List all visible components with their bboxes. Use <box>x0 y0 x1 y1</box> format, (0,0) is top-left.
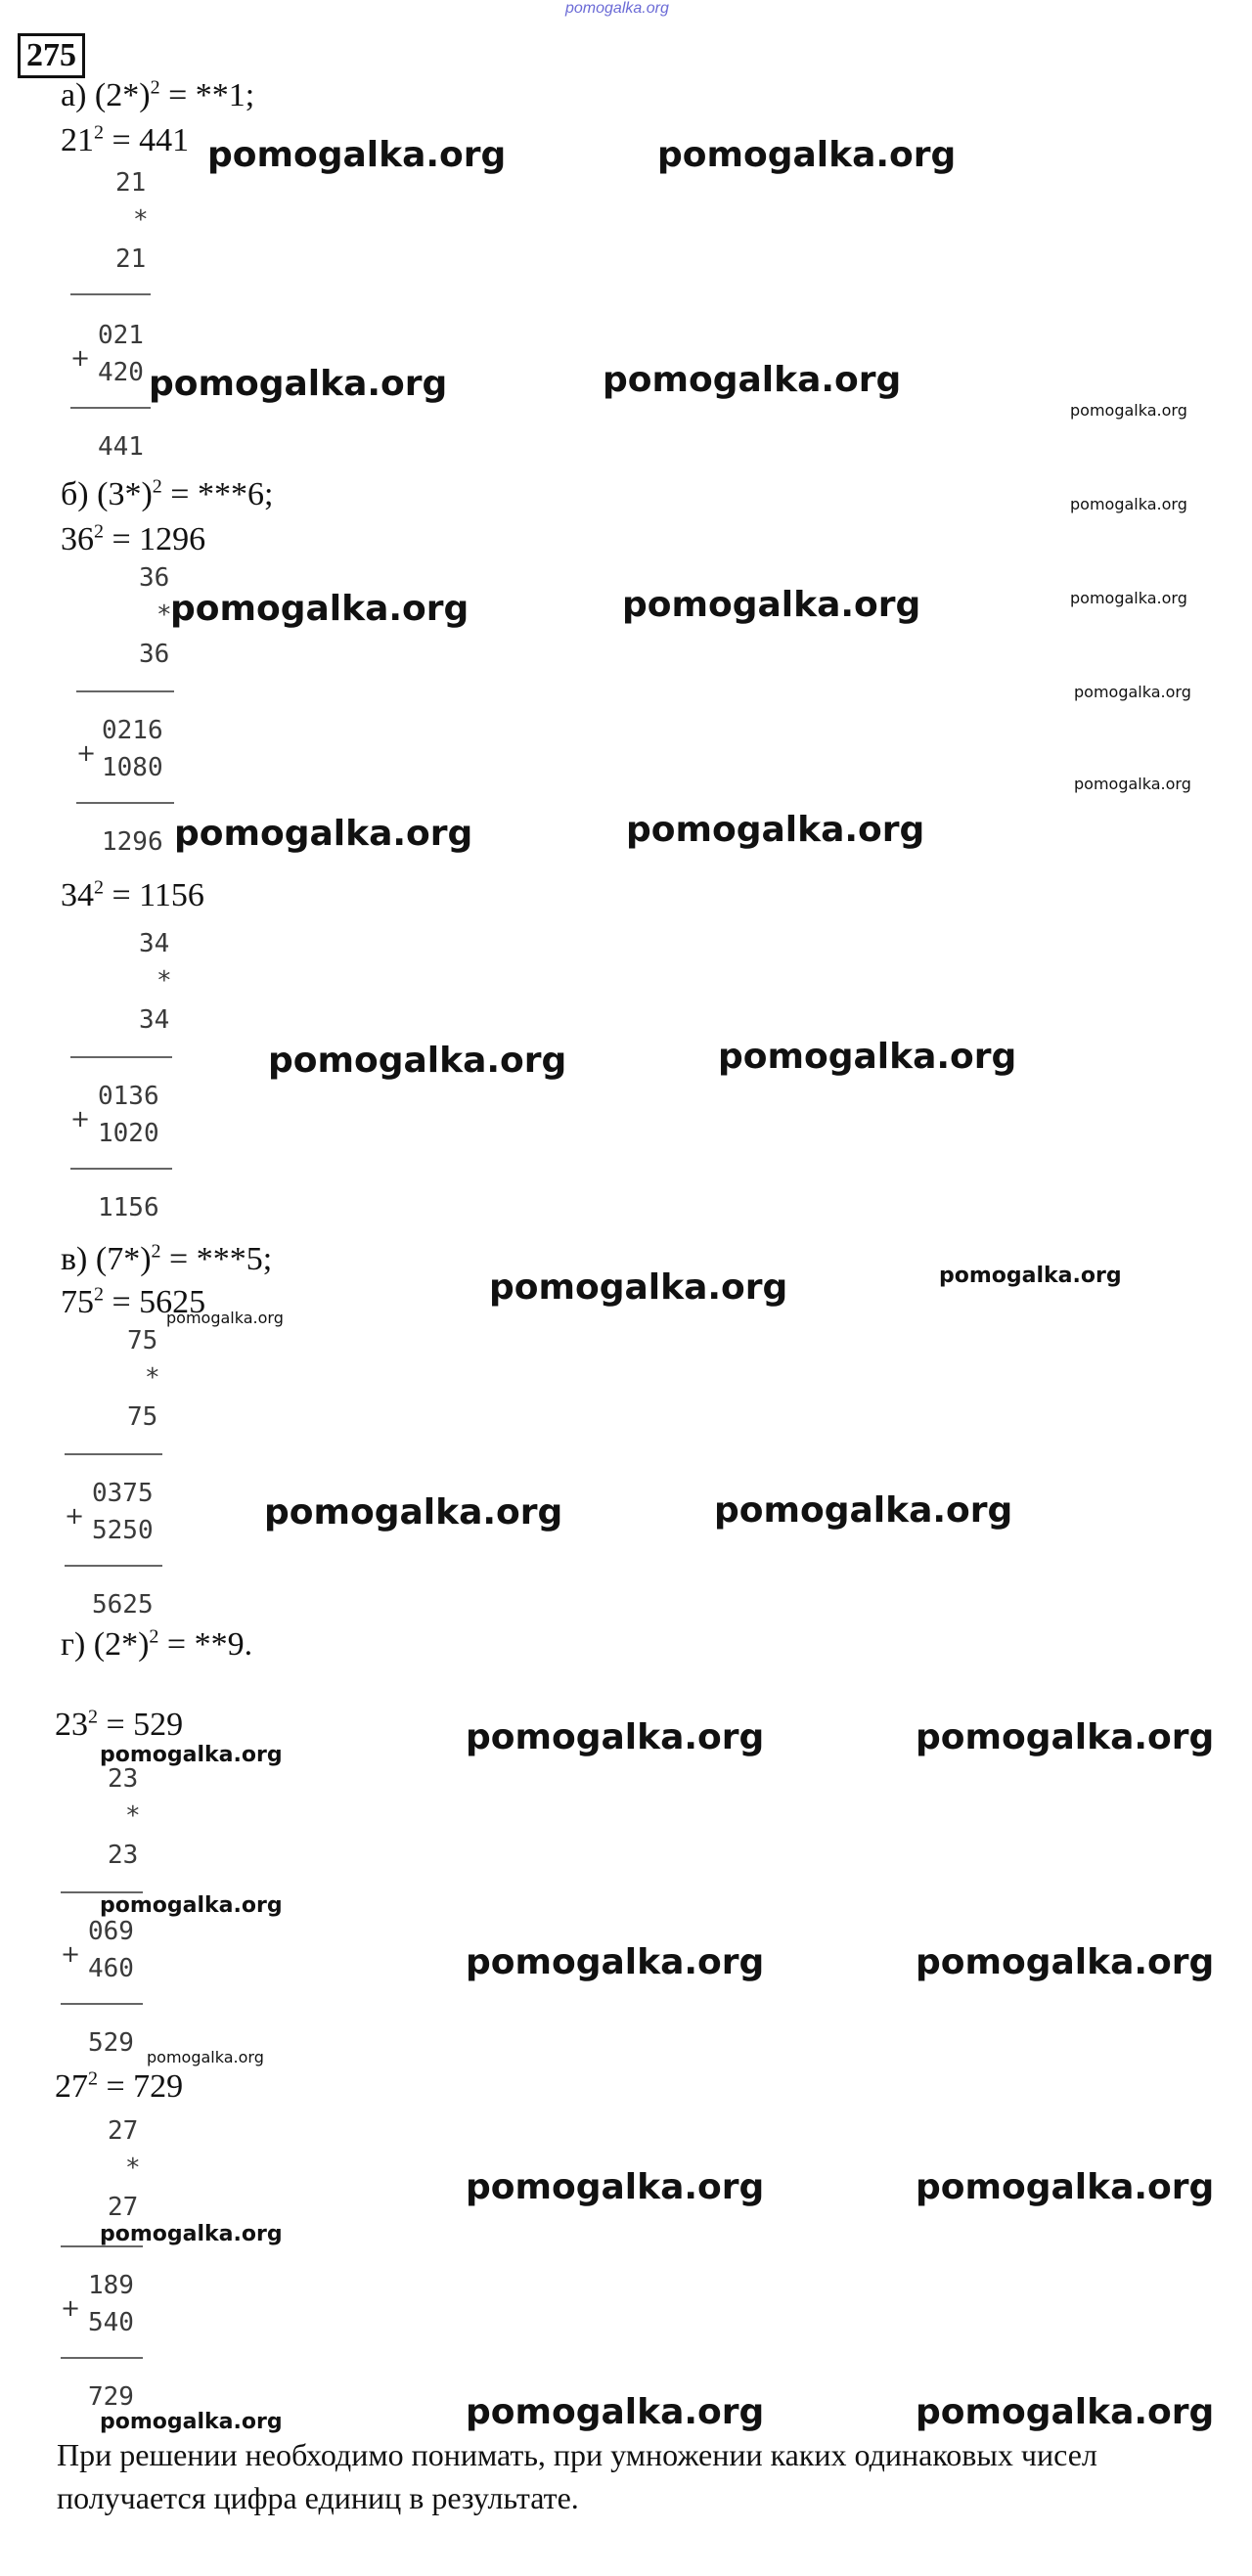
watermark: pomogalka.org <box>207 135 507 175</box>
divider <box>70 1168 172 1170</box>
divider <box>65 1565 162 1567</box>
result: 5625 <box>92 1590 154 1620</box>
watermark: pomogalka.org <box>100 1743 283 1767</box>
divider <box>70 293 151 295</box>
watermark: pomogalka.org <box>170 589 470 629</box>
watermark: pomogalka.org <box>939 1264 1122 1288</box>
task-b: б) $(3*)^2 = ***6$; <box>61 475 274 512</box>
result: 729 <box>88 2382 134 2412</box>
partial-2: 460 <box>88 1954 134 1983</box>
watermark: pomogalka.org <box>1070 589 1187 607</box>
watermark: pomogalka.org <box>466 1717 765 1757</box>
equation-27: $27^2 = 729$ <box>55 2067 184 2105</box>
watermark: pomogalka.org <box>100 2222 283 2246</box>
site-watermark: pomogalka.org <box>565 0 669 17</box>
partial-1: 021 <box>98 321 144 350</box>
mult-sign: * <box>145 1363 160 1393</box>
divider <box>70 407 151 409</box>
result: 1296 <box>102 827 163 857</box>
partial-2: 1020 <box>98 1119 159 1148</box>
mult-bottom: 36 <box>139 640 170 669</box>
equation-36: $36^2 = 1296$ <box>61 520 206 557</box>
mult-sign: * <box>156 600 172 630</box>
watermark: pomogalka.org <box>149 364 448 404</box>
partial-2: 420 <box>98 358 144 387</box>
task-v: в) $(7*)^2 = ***5$; <box>61 1240 273 1277</box>
equation-21: $21^2 = 441$ <box>61 121 190 158</box>
watermark: pomogalka.org <box>603 360 902 400</box>
plus-sign: + <box>70 344 91 372</box>
divider <box>70 1056 172 1058</box>
result: 529 <box>88 2028 134 2058</box>
watermark: pomogalka.org <box>268 1041 567 1081</box>
watermark: pomogalka.org <box>1070 495 1187 513</box>
watermark: pomogalka.org <box>1074 775 1191 793</box>
plus-sign: + <box>65 1502 85 1530</box>
watermark: pomogalka.org <box>147 2048 264 2066</box>
watermark: pomogalka.org <box>916 1942 1215 1982</box>
divider <box>61 2357 143 2359</box>
mult-bottom: 75 <box>127 1402 158 1432</box>
watermark: pomogalka.org <box>100 1893 283 1918</box>
partial-2: 1080 <box>102 753 163 782</box>
watermark: pomogalka.org <box>714 1490 1013 1531</box>
watermark: pomogalka.org <box>466 1942 765 1982</box>
watermark: pomogalka.org <box>916 2167 1215 2207</box>
divider <box>61 2003 143 2005</box>
equation-34: $34^2 = 1156$ <box>61 876 204 913</box>
mult-bottom: 34 <box>139 1005 170 1035</box>
task-a: а) $(2*)^2 = **1$; <box>61 76 255 113</box>
partial-1: 0375 <box>92 1479 154 1508</box>
watermark: pomogalka.org <box>916 2392 1215 2432</box>
watermark: pomogalka.org <box>1074 683 1191 701</box>
divider <box>76 690 174 692</box>
watermark: pomogalka.org <box>916 1717 1215 1757</box>
result: 441 <box>98 432 144 462</box>
watermark: pomogalka.org <box>466 2392 765 2432</box>
mult-top: 21 <box>115 168 147 198</box>
mult-top: 23 <box>108 1764 139 1794</box>
divider <box>65 1453 162 1455</box>
partial-1: 189 <box>88 2271 134 2300</box>
mult-bottom: 23 <box>108 1841 139 1870</box>
mult-bottom: 27 <box>108 2193 139 2222</box>
divider <box>76 802 174 804</box>
watermark: pomogalka.org <box>100 2410 283 2434</box>
watermark: pomogalka.org <box>718 1037 1017 1077</box>
task-g: г) $(2*)^2 = **9$. <box>61 1625 253 1663</box>
equation-23: $23^2 = 529$ <box>55 1706 184 1743</box>
watermark: pomogalka.org <box>264 1492 563 1532</box>
watermark: pomogalka.org <box>166 1309 284 1327</box>
mult-top: 34 <box>139 929 170 958</box>
watermark: pomogalka.org <box>174 814 473 854</box>
partial-1: 069 <box>88 1917 134 1946</box>
partial-2: 540 <box>88 2308 134 2337</box>
equation-75: $75^2 = 5625$ <box>61 1283 206 1320</box>
mult-sign: * <box>156 966 172 996</box>
partial-1: 0216 <box>102 716 163 745</box>
mult-top: 75 <box>127 1326 158 1355</box>
watermark: pomogalka.org <box>489 1267 788 1308</box>
watermark: pomogalka.org <box>626 810 925 850</box>
problem-number: 275 <box>18 33 85 78</box>
mult-sign: * <box>133 205 149 235</box>
result: 1156 <box>98 1193 159 1222</box>
watermark: pomogalka.org <box>466 2167 765 2207</box>
mult-top: 27 <box>108 2116 139 2146</box>
plus-sign: + <box>61 2294 81 2322</box>
mult-sign: * <box>125 1801 141 1831</box>
watermark: pomogalka.org <box>622 585 921 625</box>
watermark: pomogalka.org <box>657 135 957 175</box>
explanation-note: При решении необходимо понимать, при умножении каких одинаковых чисел получается цифра единиц в результате. <box>57 2437 1097 2515</box>
plus-sign: + <box>70 1105 91 1133</box>
plus-sign: + <box>61 1940 81 1968</box>
partial-2: 5250 <box>92 1516 154 1545</box>
partial-1: 0136 <box>98 1082 159 1111</box>
mult-sign: * <box>125 2154 141 2183</box>
mult-bottom: 21 <box>115 244 147 274</box>
plus-sign: + <box>76 739 97 767</box>
mult-top: 36 <box>139 563 170 593</box>
watermark: pomogalka.org <box>1070 401 1187 420</box>
